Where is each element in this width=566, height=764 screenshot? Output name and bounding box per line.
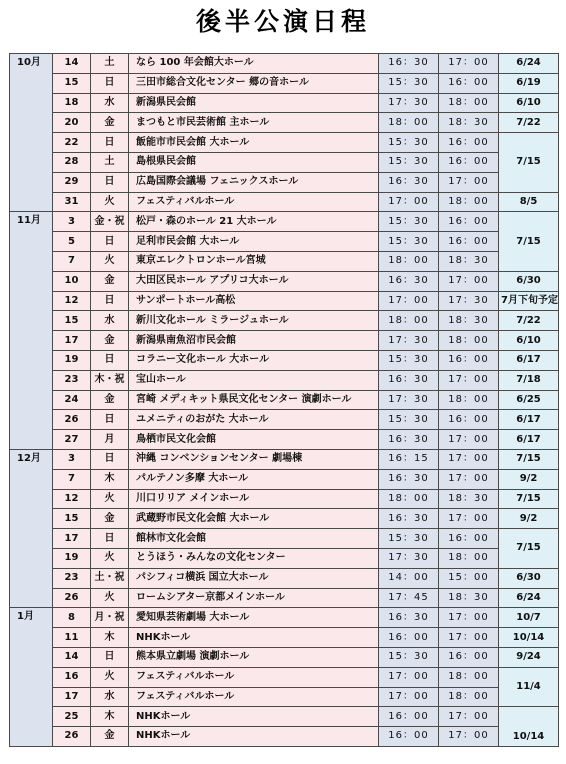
table-row bbox=[10, 271, 559, 291]
day-cell: 23 bbox=[53, 568, 91, 588]
start-time-cell: 17：00 bbox=[439, 370, 499, 390]
ticket-sale-cell: 7/22 bbox=[499, 311, 559, 331]
table-row bbox=[10, 113, 559, 133]
venue-cell: 宮崎 メディキット県民文化センター 演劇ホール bbox=[129, 390, 379, 410]
start-time-cell: 18：00 bbox=[439, 667, 499, 687]
day-cell: 14 bbox=[53, 54, 91, 74]
ticket-sale-cell: 6/17 bbox=[499, 430, 559, 450]
open-time-cell: 16：30 bbox=[379, 172, 439, 192]
start-time-cell: 18：00 bbox=[439, 390, 499, 410]
start-time-cell: 18：30 bbox=[439, 588, 499, 608]
ticket-sale-cell: 9/2 bbox=[499, 509, 559, 529]
weekday-cell: 土 bbox=[91, 152, 129, 172]
table-row bbox=[10, 687, 559, 707]
table-row bbox=[10, 370, 559, 390]
table-row bbox=[10, 608, 559, 628]
open-time-cell: 15：30 bbox=[379, 647, 439, 667]
venue-cell: 広島国際会議場 フェニックスホール bbox=[129, 172, 379, 192]
start-time-cell: 16：00 bbox=[439, 410, 499, 430]
open-time-cell: 16：00 bbox=[379, 628, 439, 648]
open-time-cell: 17：00 bbox=[379, 291, 439, 311]
weekday-cell: 水 bbox=[91, 93, 129, 113]
start-time-cell: 18：30 bbox=[439, 489, 499, 509]
open-time-cell: 16：00 bbox=[379, 707, 439, 727]
venue-cell: 島根県民会館 bbox=[129, 152, 379, 172]
open-time-cell: 15：30 bbox=[379, 350, 439, 370]
start-time-cell: 18：30 bbox=[439, 251, 499, 271]
venue-cell: 宝山ホール bbox=[129, 370, 379, 390]
day-cell: 11 bbox=[53, 628, 91, 648]
ticket-sale-cell: 6/17 bbox=[499, 350, 559, 370]
open-time-cell: 16：30 bbox=[379, 509, 439, 529]
ticket-sale-cell: 7/15 bbox=[499, 489, 559, 509]
open-time-cell: 16：30 bbox=[379, 430, 439, 450]
day-cell: 17 bbox=[53, 529, 91, 549]
start-time-cell: 18：30 bbox=[439, 113, 499, 133]
weekday-cell: 火 bbox=[91, 588, 129, 608]
venue-cell: とうほう・みんなの文化センター bbox=[129, 548, 379, 568]
day-cell: 24 bbox=[53, 390, 91, 410]
day-cell: 26 bbox=[53, 588, 91, 608]
start-time-cell: 16：00 bbox=[439, 133, 499, 153]
start-time-cell: 17：00 bbox=[439, 54, 499, 74]
schedule-table bbox=[9, 53, 559, 747]
table-row bbox=[10, 727, 559, 747]
open-time-cell: 18：00 bbox=[379, 113, 439, 133]
open-time-cell: 15：30 bbox=[379, 152, 439, 172]
start-time-cell: 15：00 bbox=[439, 568, 499, 588]
weekday-cell: 日 bbox=[91, 529, 129, 549]
schedule-body bbox=[10, 54, 559, 747]
venue-cell: 新川文化ホール ミラージュホール bbox=[129, 311, 379, 331]
table-row bbox=[10, 152, 559, 172]
venue-cell: 足利市民会館 大ホール bbox=[129, 232, 379, 252]
ticket-sale-cell: 7/15 bbox=[499, 529, 559, 569]
venue-cell: なら 100 年会館大ホール bbox=[129, 54, 379, 74]
weekday-cell: 金 bbox=[91, 509, 129, 529]
start-time-cell: 18：00 bbox=[439, 192, 499, 212]
ticket-sale-cell: 10/14 bbox=[499, 628, 559, 648]
day-cell: 27 bbox=[53, 430, 91, 450]
open-time-cell: 15：30 bbox=[379, 232, 439, 252]
day-cell: 3 bbox=[53, 212, 91, 232]
start-time-cell: 18：30 bbox=[439, 311, 499, 331]
venue-cell: 川口リリア メインホール bbox=[129, 489, 379, 509]
venue-cell: NHKホール bbox=[129, 727, 379, 747]
open-time-cell: 17：00 bbox=[379, 687, 439, 707]
day-cell: 28 bbox=[53, 152, 91, 172]
table-row bbox=[10, 449, 559, 469]
start-time-cell: 18：00 bbox=[439, 331, 499, 351]
ticket-sale-cell: 7/15 bbox=[499, 212, 559, 271]
start-time-cell: 16：00 bbox=[439, 529, 499, 549]
day-cell: 25 bbox=[53, 707, 91, 727]
open-time-cell: 17：30 bbox=[379, 93, 439, 113]
ticket-sale-cell: 11/4 bbox=[499, 667, 559, 707]
start-time-cell: 17：00 bbox=[439, 608, 499, 628]
weekday-cell: 金 bbox=[91, 113, 129, 133]
ticket-sale-cell: 6/10 bbox=[499, 331, 559, 351]
day-cell: 10 bbox=[53, 271, 91, 291]
start-time-cell: 17：00 bbox=[439, 172, 499, 192]
day-cell: 26 bbox=[53, 410, 91, 430]
open-time-cell: 16：30 bbox=[379, 469, 439, 489]
open-time-cell: 16：30 bbox=[379, 370, 439, 390]
table-row bbox=[10, 331, 559, 351]
venue-cell: フェスティバルホール bbox=[129, 687, 379, 707]
start-time-cell: 17：00 bbox=[439, 727, 499, 747]
open-time-cell: 16：30 bbox=[379, 608, 439, 628]
open-time-cell: 16：30 bbox=[379, 271, 439, 291]
venue-cell: 沖縄 コンベンションセンター 劇場棟 bbox=[129, 449, 379, 469]
start-time-cell: 18：00 bbox=[439, 93, 499, 113]
weekday-cell: 土 bbox=[91, 54, 129, 74]
ticket-sale-cell: 6/10 bbox=[499, 93, 559, 113]
open-time-cell: 17：30 bbox=[379, 390, 439, 410]
venue-cell: 東京エレクトロンホール宮城 bbox=[129, 251, 379, 271]
day-cell: 17 bbox=[53, 331, 91, 351]
day-cell: 20 bbox=[53, 113, 91, 133]
start-time-cell: 17：00 bbox=[439, 469, 499, 489]
table-row bbox=[10, 410, 559, 430]
start-time-cell: 17：00 bbox=[439, 707, 499, 727]
month-cell: 11月 bbox=[10, 212, 53, 450]
ticket-sale-cell: 7/15 bbox=[499, 133, 559, 192]
weekday-cell: 日 bbox=[91, 133, 129, 153]
day-cell: 15 bbox=[53, 73, 91, 93]
ticket-sale-cell: 6/24 bbox=[499, 54, 559, 74]
open-time-cell: 15：30 bbox=[379, 73, 439, 93]
day-cell: 14 bbox=[53, 647, 91, 667]
table-row bbox=[10, 548, 559, 568]
venue-cell: コラニー文化ホール 大ホール bbox=[129, 350, 379, 370]
open-time-cell: 16：15 bbox=[379, 449, 439, 469]
ticket-sale-cell: 10/7 bbox=[499, 608, 559, 628]
weekday-cell: 火 bbox=[91, 548, 129, 568]
venue-cell: 館林市文化会館 bbox=[129, 529, 379, 549]
venue-cell: ロームシアター京都メインホール bbox=[129, 588, 379, 608]
day-cell: 15 bbox=[53, 509, 91, 529]
weekday-cell: 火 bbox=[91, 192, 129, 212]
weekday-cell: 水 bbox=[91, 311, 129, 331]
weekday-cell: 日 bbox=[91, 291, 129, 311]
weekday-cell: 日 bbox=[91, 172, 129, 192]
weekday-cell: 金・祝 bbox=[91, 212, 129, 232]
weekday-cell: 金 bbox=[91, 331, 129, 351]
month-cell: 12月 bbox=[10, 449, 53, 607]
table-row bbox=[10, 647, 559, 667]
table-row bbox=[10, 291, 559, 311]
weekday-cell: 日 bbox=[91, 350, 129, 370]
weekday-cell: 金 bbox=[91, 390, 129, 410]
start-time-cell: 17：00 bbox=[439, 271, 499, 291]
ticket-sale-cell: 6/25 bbox=[499, 390, 559, 410]
day-cell: 3 bbox=[53, 449, 91, 469]
start-time-cell: 17：00 bbox=[439, 628, 499, 648]
weekday-cell: 木・祝 bbox=[91, 370, 129, 390]
table-row bbox=[10, 311, 559, 331]
start-time-cell: 16：00 bbox=[439, 232, 499, 252]
start-time-cell: 17：00 bbox=[439, 449, 499, 469]
venue-cell: 新潟県民会館 bbox=[129, 93, 379, 113]
month-cell: 10月 bbox=[10, 54, 53, 212]
venue-cell: ユメニティのおがた 大ホール bbox=[129, 410, 379, 430]
start-time-cell: 16：00 bbox=[439, 212, 499, 232]
ticket-sale-cell: 6/24 bbox=[499, 588, 559, 608]
day-cell: 19 bbox=[53, 350, 91, 370]
day-cell: 8 bbox=[53, 608, 91, 628]
day-cell: 18 bbox=[53, 93, 91, 113]
ticket-sale-cell: 6/30 bbox=[499, 271, 559, 291]
venue-cell: 松戸・森のホール 21 大ホール bbox=[129, 212, 379, 232]
venue-cell: 三田市総合文化センター 郷の音ホール bbox=[129, 73, 379, 93]
open-time-cell: 17：30 bbox=[379, 331, 439, 351]
start-time-cell: 16：00 bbox=[439, 152, 499, 172]
weekday-cell: 月・祝 bbox=[91, 608, 129, 628]
open-time-cell: 15：30 bbox=[379, 410, 439, 430]
weekday-cell: 日 bbox=[91, 410, 129, 430]
open-time-cell: 15：30 bbox=[379, 529, 439, 549]
table-row bbox=[10, 54, 559, 74]
ticket-sale-cell: 6/17 bbox=[499, 410, 559, 430]
open-time-cell: 17：00 bbox=[379, 667, 439, 687]
venue-cell: パルテノン多摩 大ホール bbox=[129, 469, 379, 489]
open-time-cell: 17：00 bbox=[379, 192, 439, 212]
weekday-cell: 日 bbox=[91, 232, 129, 252]
table-row bbox=[10, 509, 559, 529]
open-time-cell: 18：00 bbox=[379, 251, 439, 271]
weekday-cell: 月 bbox=[91, 430, 129, 450]
table-row bbox=[10, 232, 559, 252]
ticket-sale-cell: 6/30 bbox=[499, 568, 559, 588]
weekday-cell: 日 bbox=[91, 73, 129, 93]
weekday-cell: 木 bbox=[91, 628, 129, 648]
ticket-sale-cell: 9/24 bbox=[499, 647, 559, 667]
open-time-cell: 17：45 bbox=[379, 588, 439, 608]
venue-cell: まつもと市民芸術館 主ホール bbox=[129, 113, 379, 133]
weekday-cell: 火 bbox=[91, 667, 129, 687]
table-row bbox=[10, 529, 559, 549]
start-time-cell: 18：00 bbox=[439, 548, 499, 568]
table-row bbox=[10, 588, 559, 608]
ticket-sale-cell: 7月下旬予定 bbox=[499, 291, 559, 311]
weekday-cell: 金 bbox=[91, 727, 129, 747]
venue-cell: NHKホール bbox=[129, 628, 379, 648]
start-time-cell: 16：00 bbox=[439, 350, 499, 370]
day-cell: 7 bbox=[53, 251, 91, 271]
ticket-sale-cell: 9/2 bbox=[499, 469, 559, 489]
table-row bbox=[10, 469, 559, 489]
weekday-cell: 金 bbox=[91, 271, 129, 291]
open-time-cell: 16：30 bbox=[379, 54, 439, 74]
venue-cell: フェスティバルホール bbox=[129, 192, 379, 212]
venue-cell: 飯能市市民会館 大ホール bbox=[129, 133, 379, 153]
open-time-cell: 15：30 bbox=[379, 212, 439, 232]
day-cell: 16 bbox=[53, 667, 91, 687]
weekday-cell: 日 bbox=[91, 647, 129, 667]
ticket-sale-cell: 7/22 bbox=[499, 113, 559, 133]
start-time-cell: 18：00 bbox=[439, 687, 499, 707]
table-row bbox=[10, 628, 559, 648]
weekday-cell: 日 bbox=[91, 449, 129, 469]
ticket-sale-cell: 8/5 bbox=[499, 192, 559, 212]
venue-cell: 武蔵野市民文化会館 大ホール bbox=[129, 509, 379, 529]
weekday-cell: 火 bbox=[91, 251, 129, 271]
table-row bbox=[10, 350, 559, 370]
day-cell: 15 bbox=[53, 311, 91, 331]
open-time-cell: 18：00 bbox=[379, 489, 439, 509]
open-time-cell: 17：30 bbox=[379, 548, 439, 568]
weekday-cell: 水 bbox=[91, 687, 129, 707]
table-row bbox=[10, 667, 559, 687]
venue-cell: NHKホール bbox=[129, 707, 379, 727]
table-row bbox=[10, 489, 559, 509]
day-cell: 31 bbox=[53, 192, 91, 212]
day-cell: 7 bbox=[53, 469, 91, 489]
day-cell: 17 bbox=[53, 687, 91, 707]
venue-cell: 大田区民ホール アプリコ大ホール bbox=[129, 271, 379, 291]
month-cell: 1月 bbox=[10, 608, 53, 747]
day-cell: 22 bbox=[53, 133, 91, 153]
table-row bbox=[10, 93, 559, 113]
day-cell: 12 bbox=[53, 489, 91, 509]
day-cell: 19 bbox=[53, 548, 91, 568]
weekday-cell: 木 bbox=[91, 469, 129, 489]
day-cell: 23 bbox=[53, 370, 91, 390]
open-time-cell: 16：00 bbox=[379, 727, 439, 747]
venue-cell: 鳥栖市民文化会館 bbox=[129, 430, 379, 450]
venue-cell: パシフィコ横浜 国立大ホール bbox=[129, 568, 379, 588]
day-cell: 12 bbox=[53, 291, 91, 311]
start-time-cell: 17：30 bbox=[439, 291, 499, 311]
start-time-cell: 17：00 bbox=[439, 509, 499, 529]
table-row bbox=[10, 133, 559, 153]
open-time-cell: 14：00 bbox=[379, 568, 439, 588]
table-row bbox=[10, 707, 559, 727]
table-row bbox=[10, 568, 559, 588]
table-row bbox=[10, 212, 559, 232]
table-row bbox=[10, 172, 559, 192]
start-time-cell: 16：00 bbox=[439, 73, 499, 93]
table-row bbox=[10, 390, 559, 410]
venue-cell: 熊本県立劇場 演劇ホール bbox=[129, 647, 379, 667]
day-cell: 29 bbox=[53, 172, 91, 192]
ticket-sale-cell: 6/19 bbox=[499, 73, 559, 93]
table-row bbox=[10, 73, 559, 93]
page-title: 後半公演日程 bbox=[195, 7, 370, 36]
table-row bbox=[10, 430, 559, 450]
ticket-sale-cell: 10/14 bbox=[499, 707, 559, 747]
day-cell: 5 bbox=[53, 232, 91, 252]
day-cell: 26 bbox=[53, 727, 91, 747]
start-time-cell: 16：00 bbox=[439, 647, 499, 667]
ticket-sale-cell: 7/18 bbox=[499, 370, 559, 390]
venue-cell: 愛知県芸術劇場 大ホール bbox=[129, 608, 379, 628]
weekday-cell: 土・祝 bbox=[91, 568, 129, 588]
weekday-cell: 火 bbox=[91, 489, 129, 509]
venue-cell: サンポートホール高松 bbox=[129, 291, 379, 311]
ticket-sale-cell: 7/15 bbox=[499, 449, 559, 469]
table-row bbox=[10, 192, 559, 212]
start-time-cell: 17：00 bbox=[439, 430, 499, 450]
venue-cell: 新潟県南魚沼市民会館 bbox=[129, 331, 379, 351]
open-time-cell: 18：00 bbox=[379, 311, 439, 331]
table-row bbox=[10, 251, 559, 271]
venue-cell: フェスティバルホール bbox=[129, 667, 379, 687]
open-time-cell: 15：30 bbox=[379, 133, 439, 153]
weekday-cell: 木 bbox=[91, 707, 129, 727]
